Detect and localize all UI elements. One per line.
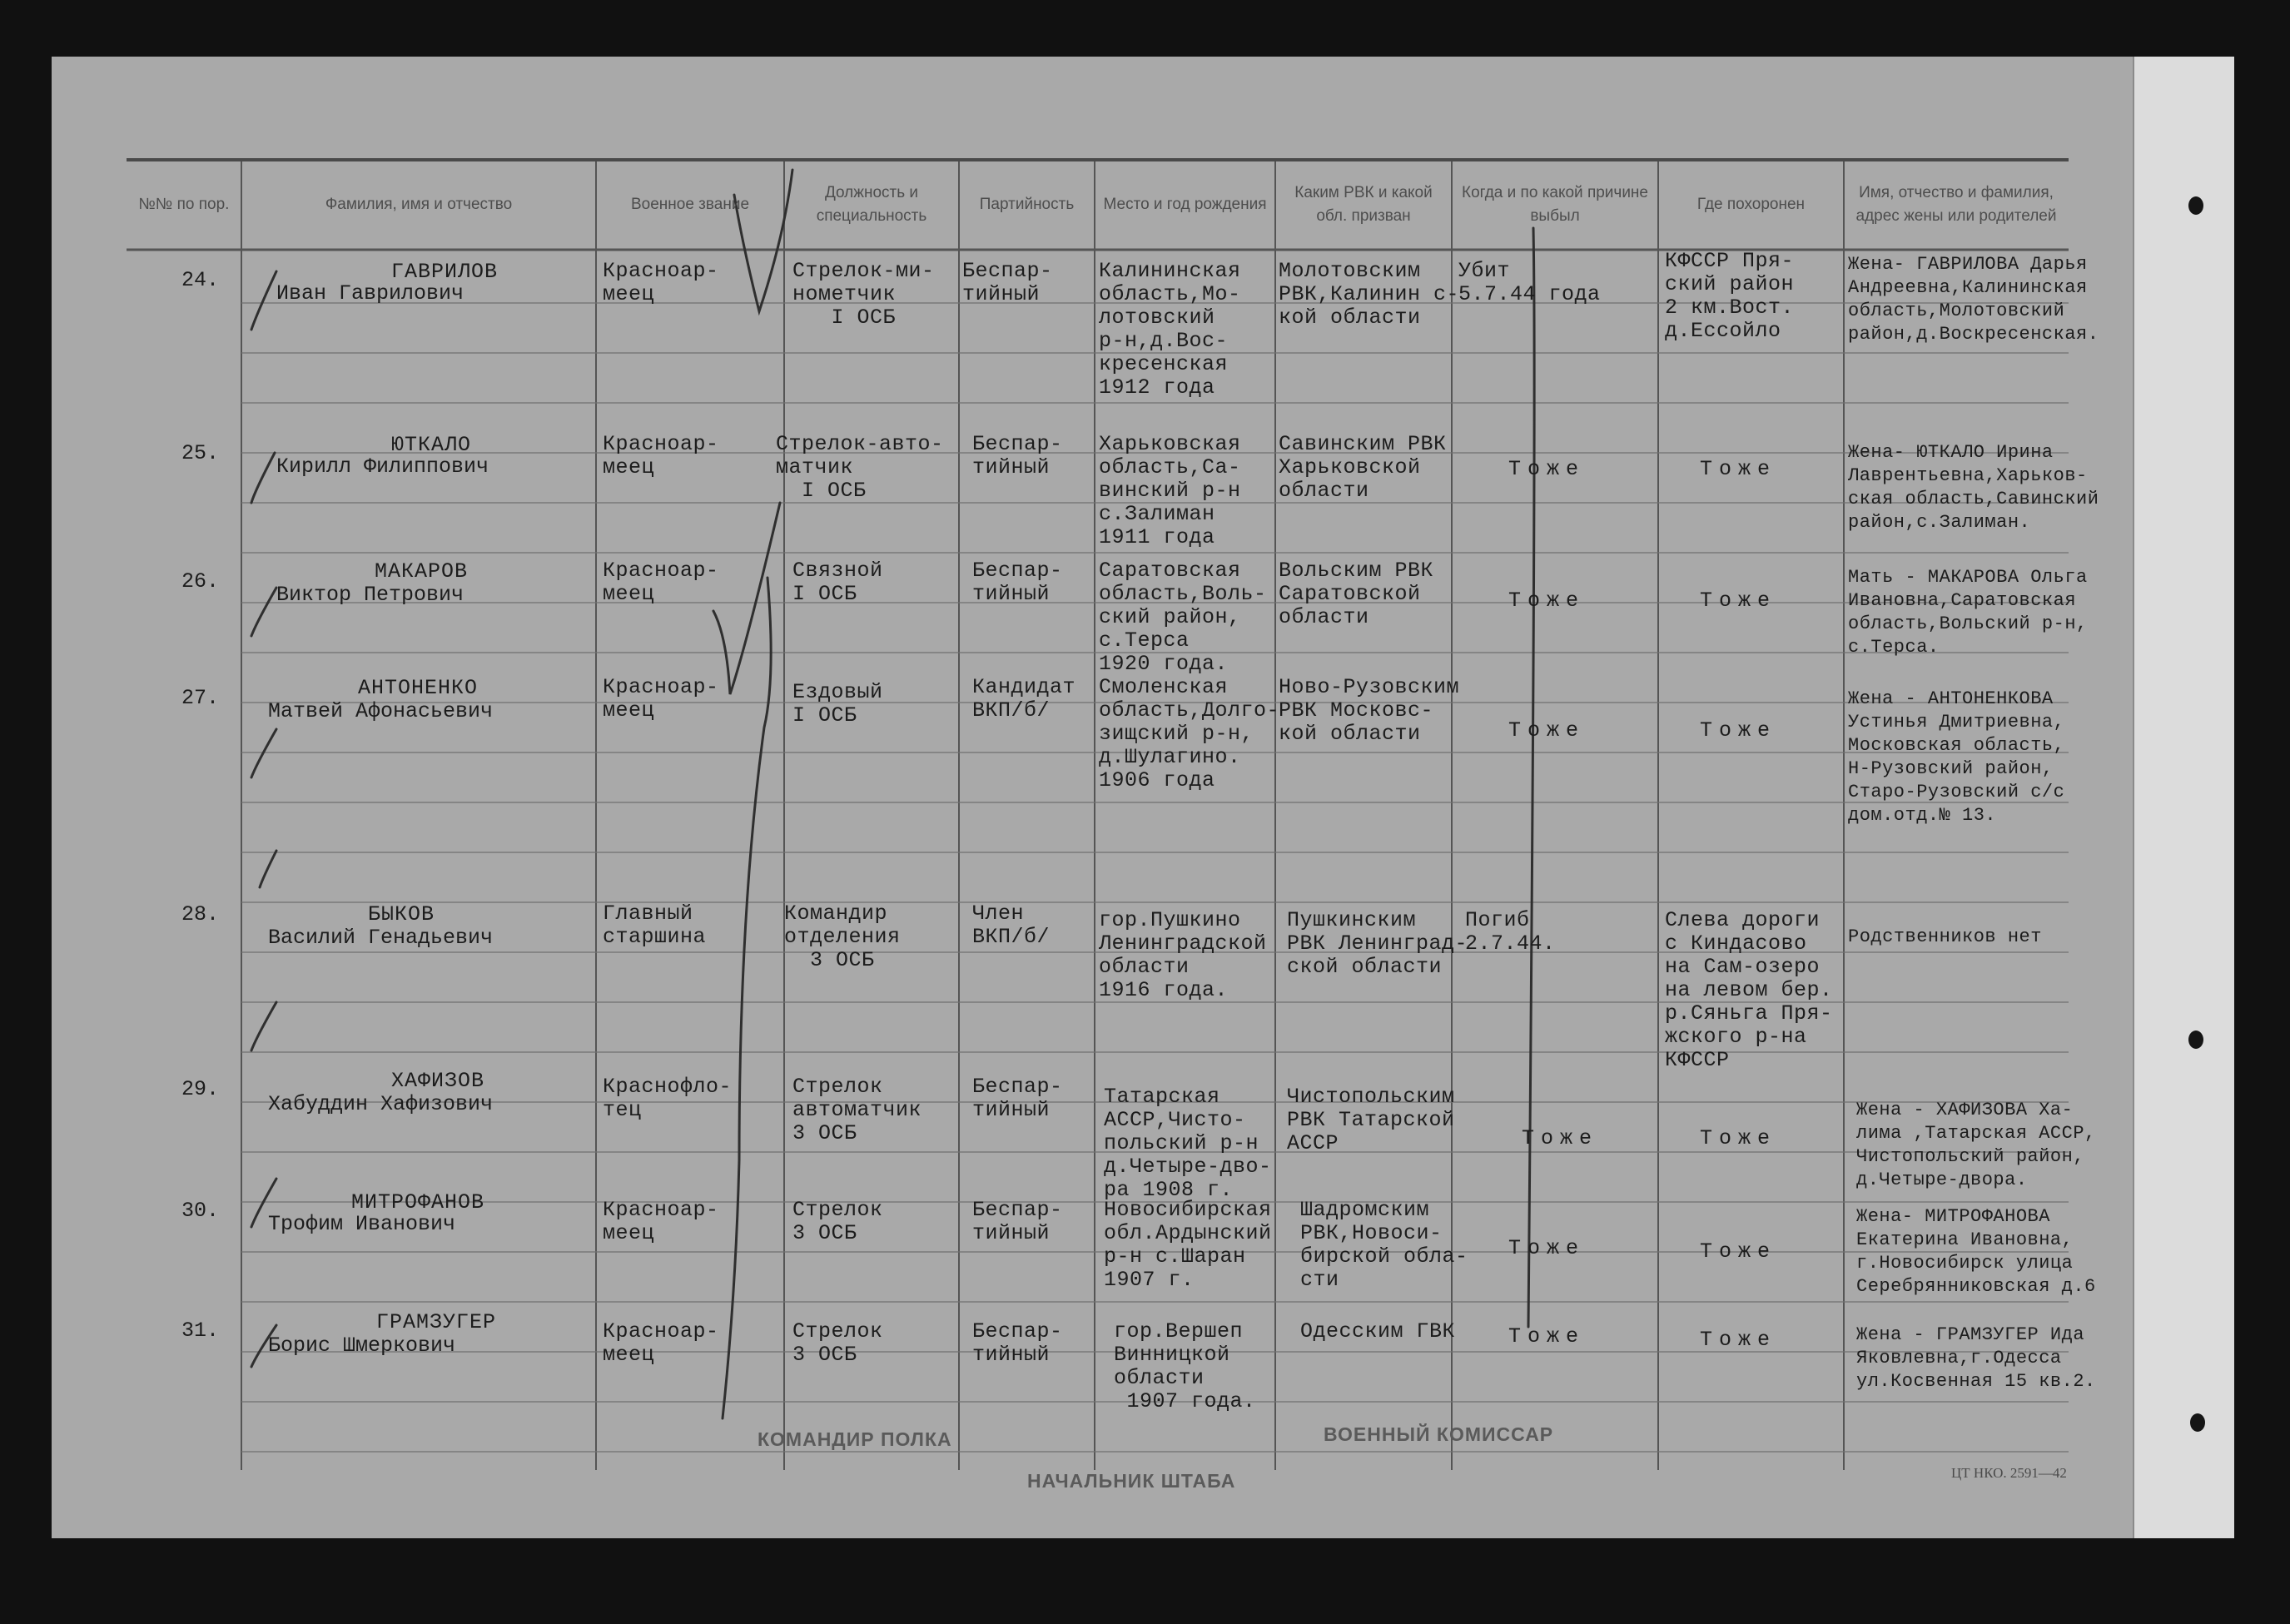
row-party: Кандидат ВКП/б/	[972, 675, 1076, 723]
signature-chief-label: НАЧАЛЬНИК ШТАБА	[1027, 1470, 1236, 1492]
row-rank: Краснофло- тец	[603, 1075, 733, 1122]
header-relatives: Имя, отчество и фамилия, адрес жены или родителей	[1855, 184, 2057, 225]
row-given-name: Хабуддин Хафизович	[268, 1092, 494, 1116]
row-given-name: Иван Гаврилович	[276, 281, 464, 305]
row-birth: Харьковская область,Са- винский р-н с.Залиман 1911 года	[1099, 432, 1241, 549]
row-birth: Новосибирская обл.Ардынский р-н с.Шаран 1907 г.	[1104, 1198, 1272, 1292]
row-party: Беспар- тийный	[972, 1319, 1063, 1367]
punch-hole-top	[2188, 196, 2203, 215]
header-when: Когда и по какой причине выбыл	[1462, 184, 1648, 225]
row-birth: Татарская АССР,Чисто- польский р-н д.Четыре-дво- ра 1908 г.	[1104, 1085, 1272, 1202]
row-when: Тоже	[1508, 1236, 1586, 1260]
row-rvk: Савинским РВК Харьковской области	[1279, 432, 1447, 503]
row-rank: Главный старшина	[603, 901, 707, 949]
row-when: Убит 5.7.44 года	[1458, 259, 1601, 306]
row-when: Тоже	[1508, 457, 1586, 481]
row-surname: МИТРОФАНОВ	[351, 1190, 485, 1214]
row-position: Командир отделения 3 ОСБ	[784, 901, 901, 972]
row-rank: Красноар- меец	[603, 259, 719, 306]
row-position: Стрелок 3 ОСБ	[792, 1198, 883, 1245]
row-position: Стрелок автоматчик 3 ОСБ	[792, 1075, 922, 1145]
row-position: Стрелок-авто- матчик I ОСБ	[776, 432, 944, 503]
row-num: 26.	[181, 569, 220, 593]
row-buried: КФССР Пря- ский район 2 км.Вост. д.Ессойло	[1665, 249, 1795, 343]
form-code: ЦТ НКО. 2591—42	[1951, 1465, 2067, 1481]
row-position: Стрелок 3 ОСБ	[792, 1319, 883, 1367]
row-relatives: Жена - ХАФИЗОВА Ха- лима ,Татарская АССР, Чистопольский район, д.Четыре-двора.	[1856, 1100, 2096, 1190]
punch-hole-bottom	[2190, 1413, 2205, 1432]
row-when: Погиб 2.7.44.	[1465, 908, 1556, 956]
row-birth: Смоленская область,Долго- зищский р-н, д.Шулагино. 1906 года	[1099, 675, 1280, 792]
row-buried: Тоже	[1700, 1126, 1777, 1150]
row-surname: ХАФИЗОВ	[391, 1069, 485, 1093]
row-given-name: Виктор Петрович	[276, 583, 464, 607]
header-rvk: Каким РВК и какой обл. призван	[1294, 184, 1433, 225]
row-num: 30.	[181, 1199, 220, 1223]
row-given-name: Борис Шмеркович	[268, 1333, 456, 1358]
row-num: 28.	[181, 902, 220, 926]
row-rvk: Пушкинским РВК Ленинград- ской области	[1287, 908, 1468, 979]
sheet-edge	[2133, 57, 2234, 1538]
row-num: 27.	[181, 686, 220, 710]
header-rank: Военное звание	[630, 196, 750, 214]
row-rank: Красноар- меец	[603, 559, 719, 606]
row-position: Ездовый I ОСБ	[792, 680, 883, 728]
row-party: Беспар- тийный	[972, 1075, 1063, 1122]
header-num: №№ по пор.	[138, 196, 230, 214]
row-rvk: Ново-Рузовским РВК Московс- кой области	[1279, 675, 1460, 746]
header-position: Должность и специальность	[816, 184, 927, 225]
header-birth: Место и год рождения	[1103, 196, 1267, 214]
row-buried: Тоже	[1700, 457, 1777, 481]
row-given-name: Кирилл Филиппович	[276, 454, 489, 479]
row-relatives: Жена- МИТРОФАНОВА Екатерина Ивановна, г.Новосибирск улица Серебрянниковская д.6	[1856, 1206, 2096, 1297]
row-position: Стрелок-ми- нометчик I ОСБ	[792, 259, 935, 330]
row-party: Беспар- тийный	[972, 432, 1063, 479]
signature-commissar-label: ВОЕННЫЙ КОМИССАР	[1324, 1423, 1554, 1445]
row-relatives: Жена- ЮТКАЛО Ирина Лаврентьевна,Харьков- ская область,Савинский район,с.Залиман.	[1848, 442, 2099, 533]
header-buried: Где похоронен	[1696, 196, 1806, 214]
row-relatives: Жена - АНТОНЕНКОВА Устинья Дмитриевна, Московская область, Н-Рузовский район, Старо-Рузовский с/с дом.отд.№ 13.	[1848, 688, 2065, 826]
table-grid	[127, 161, 2069, 1470]
row-position: Связной I ОСБ	[792, 559, 883, 606]
row-surname: БЫКОВ	[368, 902, 435, 926]
row-relatives: Жена- ГАВРИЛОВА Дарья Андреевна,Калининская область,Молотовский район,д.Воскресенская.	[1848, 254, 2099, 345]
row-birth: гор.Вершеп Винницкой области 1907 года.	[1114, 1319, 1256, 1413]
header-party: Партийность	[979, 196, 1075, 214]
row-given-name: Василий Генадьевич	[268, 926, 494, 950]
row-surname: АНТОНЕНКО	[358, 676, 479, 700]
row-birth: Калининская область,Мо- лотовский р-н,д.Вос- кресенская 1912 года	[1099, 259, 1241, 400]
row-buried: Тоже	[1700, 1328, 1777, 1352]
row-surname: ЮТКАЛО	[391, 433, 472, 457]
header-name: Фамилия, имя и отчество	[325, 196, 513, 214]
row-buried: Тоже	[1700, 718, 1777, 742]
row-num: 31.	[181, 1319, 220, 1343]
row-party: Член ВКП/б/	[972, 901, 1051, 949]
document-sheet	[52, 57, 2133, 1538]
row-num: 24.	[181, 268, 220, 292]
row-rank: Красноар- меец	[603, 1198, 719, 1245]
row-num: 29.	[181, 1077, 220, 1101]
row-rank: Красноар- меец	[603, 1319, 719, 1367]
row-rank: Красноар- меец	[603, 432, 719, 479]
row-party: Беспар- тийный	[962, 259, 1053, 306]
row-relatives: Родственников нет	[1848, 926, 2042, 947]
row-buried: Тоже	[1700, 1239, 1777, 1264]
row-rvk: Молотовским РВК,Калинин с- кой области	[1279, 259, 1460, 330]
row-given-name: Трофим Иванович	[268, 1212, 456, 1236]
row-rank: Красноар- меец	[603, 675, 719, 723]
row-rvk: Шадромским РВК,Новоси- бирской обла- сти	[1300, 1198, 1468, 1292]
punch-hole-mid	[2188, 1031, 2203, 1049]
row-birth: Саратовская область,Воль- ский район, с.Терса 1920 года.	[1099, 559, 1267, 676]
signature-commander-label: КОМАНДИР ПОЛКА	[758, 1428, 952, 1450]
row-buried: Слева дороги с Киндасово на Сам-озеро на левом бер. р.Сяньга Пря- жского р-на КФССР	[1665, 908, 1833, 1072]
row-party: Беспар- тийный	[972, 559, 1063, 606]
row-given-name: Матвей Афонасьевич	[268, 699, 494, 723]
row-when: Тоже	[1508, 589, 1586, 613]
row-birth: гор.Пушкино Ленинградской области 1916 года.	[1099, 908, 1267, 1002]
register-table	[127, 158, 2099, 1470]
row-num: 25.	[181, 441, 220, 465]
row-when: Тоже	[1508, 718, 1586, 742]
row-surname: МАКАРОВ	[375, 559, 469, 584]
row-rvk: Одесским ГВК	[1300, 1319, 1456, 1343]
row-when: Тоже	[1508, 1324, 1586, 1348]
row-rvk: Чистопольским РВК Татарской АССР	[1287, 1085, 1455, 1155]
row-surname: ГАВРИЛОВ	[391, 260, 499, 284]
row-buried: Тоже	[1700, 589, 1777, 613]
row-party: Беспар- тийный	[972, 1198, 1063, 1245]
row-rvk: Вольским РВК Саратовской области	[1279, 559, 1434, 629]
row-relatives: Жена - ГРАМЗУГЕР Ида Яковлевна,г.Одесса ул.Косвенная 15 кв.2.	[1856, 1324, 2096, 1392]
row-when: Тоже	[1522, 1126, 1599, 1150]
row-relatives: Мать - МАКАРОВА Ольга Ивановна,Саратовская область,Вольский р-н, с.Терса.	[1848, 567, 2088, 658]
row-surname: ГРАМЗУГЕР	[376, 1310, 497, 1334]
